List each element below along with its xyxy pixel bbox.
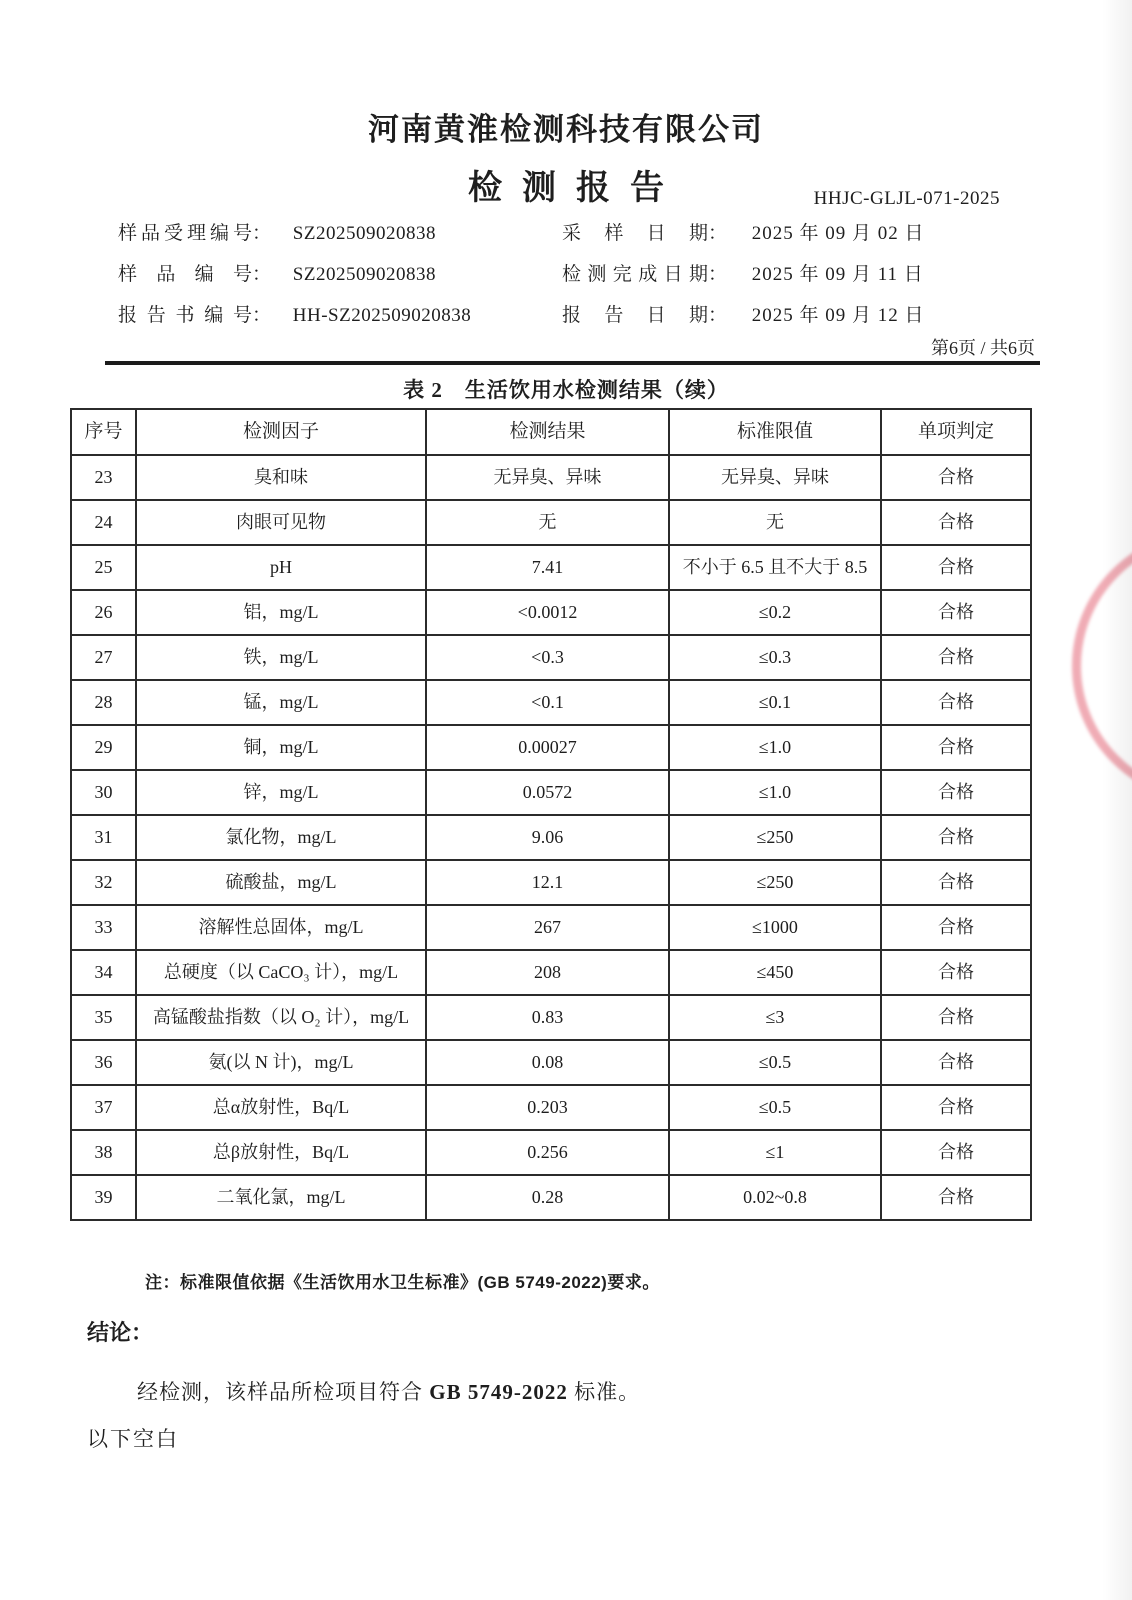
results-tbody — [71, 455, 1031, 1220]
table-row — [71, 1130, 1031, 1175]
cell-limit: ≤1.0 — [669, 725, 881, 770]
cell-verdict: 合格 — [881, 680, 1031, 725]
cell-seq: 37 — [71, 1085, 136, 1130]
column-header: 序号 — [71, 409, 136, 455]
meta-label: 样品受理编号 — [118, 223, 252, 244]
cell-limit: 无 — [669, 500, 881, 545]
cell-factor: 溶解性总固体，mg/L — [136, 905, 426, 950]
cell-verdict: 合格 — [881, 455, 1031, 500]
cell-result: <0.0012 — [426, 590, 669, 635]
cell-factor: 总β放射性，Bq/L — [136, 1130, 426, 1175]
cell-limit: 无异臭、异味 — [669, 455, 881, 500]
table-row — [71, 815, 1031, 860]
column-header: 检测因子 — [136, 409, 426, 455]
table-row — [71, 500, 1031, 545]
table-header-row — [71, 409, 1031, 455]
conclusion-standard: GB 5749-2022 — [429, 1380, 568, 1404]
meta-label: 样品编号 — [118, 264, 252, 285]
column-header: 单项判定 — [881, 409, 1031, 455]
table-row — [71, 725, 1031, 770]
meta-label: 报告日期 — [562, 305, 708, 326]
red-seal-edge-icon — [1072, 530, 1132, 802]
cell-result: 无异臭、异味 — [426, 455, 669, 500]
cell-verdict: 合格 — [881, 770, 1031, 815]
cell-factor: 臭和味 — [136, 455, 426, 500]
cell-result: 12.1 — [426, 860, 669, 905]
cell-limit: ≤3 — [669, 995, 881, 1040]
cell-limit: 不小于 6.5 且不大于 8.5 — [669, 545, 881, 590]
table-row — [71, 1040, 1031, 1085]
table-row — [71, 455, 1031, 500]
conclusion-label: 结论： — [87, 1320, 154, 1345]
meta-value: 2025 年 09 月 02 日 — [751, 223, 925, 244]
results-table — [70, 408, 1032, 1221]
cell-result: 0.203 — [426, 1085, 669, 1130]
table-row — [71, 590, 1031, 635]
meta-label: 采样日期 — [562, 223, 708, 244]
cell-result: 0.83 — [426, 995, 669, 1040]
meta-test-complete-date: 检测完成日期： 2025 年 09 月 11 日 — [562, 259, 924, 286]
cell-factor: 高锰酸盐指数（以 O₂ 计），mg/L — [136, 995, 426, 1040]
table-row — [71, 995, 1031, 1040]
table-title: 表 2 生活饮用水检测结果（续） — [403, 378, 729, 402]
cell-factor: 总硬度（以 CaCO₃ 计），mg/L — [136, 950, 426, 995]
cell-verdict: 合格 — [881, 905, 1031, 950]
cell-seq: 23 — [71, 455, 136, 500]
cell-limit: ≤0.2 — [669, 590, 881, 635]
cell-verdict: 合格 — [881, 1085, 1031, 1130]
cell-factor: 二氧化氯，mg/L — [136, 1175, 426, 1220]
cell-result: 0.256 — [426, 1130, 669, 1175]
meta-value: SZ202509020838 — [292, 264, 436, 285]
company-name: 河南黄淮检测科技有限公司 — [368, 112, 764, 147]
cell-limit: ≤0.3 — [669, 635, 881, 680]
cell-factor: 铝，mg/L — [136, 590, 426, 635]
conclusion-suffix: 标准。 — [567, 1380, 641, 1404]
cell-limit: ≤0.5 — [669, 1085, 881, 1130]
cell-factor: 氨(以 N 计)，mg/L — [136, 1040, 426, 1085]
cell-limit: ≤0.5 — [669, 1040, 881, 1085]
cell-factor: 总α放射性，Bq/L — [136, 1085, 426, 1130]
table-row — [71, 770, 1031, 815]
cell-verdict: 合格 — [881, 860, 1031, 905]
cell-result: 0.08 — [426, 1040, 669, 1085]
cell-verdict: 合格 — [881, 1175, 1031, 1220]
cell-factor: 氯化物，mg/L — [136, 815, 426, 860]
cell-verdict: 合格 — [881, 950, 1031, 995]
meta-value: SZ202509020838 — [292, 223, 436, 244]
cell-factor: 锰，mg/L — [136, 680, 426, 725]
table-row — [71, 680, 1031, 725]
cell-seq: 29 — [71, 725, 136, 770]
blank-below-label: 以下空白 — [87, 1427, 179, 1451]
cell-limit: ≤1.0 — [669, 770, 881, 815]
cell-result: 267 — [426, 905, 669, 950]
cell-result: <0.3 — [426, 635, 669, 680]
meta-report-no: 报告书编号： HH-SZ202509020838 — [118, 300, 471, 327]
cell-factor: 铜，mg/L — [136, 725, 426, 770]
table-row — [71, 545, 1031, 590]
cell-seq: 35 — [71, 995, 136, 1040]
column-header: 检测结果 — [426, 409, 669, 455]
cell-result: 9.06 — [426, 815, 669, 860]
meta-value: 2025 年 09 月 11 日 — [751, 264, 924, 285]
table-note: 注：标准限值依据《生活饮用水卫生标准》(GB 5749-2022)要求。 — [145, 1273, 660, 1292]
report-title: 检测报告 — [468, 170, 684, 207]
table-row — [71, 635, 1031, 680]
cell-seq: 31 — [71, 815, 136, 860]
cell-result: 无 — [426, 500, 669, 545]
report-code: HHJC-GLJL-071-2025 — [813, 188, 1000, 209]
meta-label: 报告书编号 — [118, 305, 252, 326]
cell-seq: 24 — [71, 500, 136, 545]
meta-value: HH-SZ202509020838 — [292, 305, 472, 326]
cell-factor: 锌，mg/L — [136, 770, 426, 815]
header-divider — [105, 361, 1040, 365]
cell-seq: 34 — [71, 950, 136, 995]
meta-value: 2025 年 09 月 12 日 — [751, 305, 925, 326]
cell-limit: ≤250 — [669, 815, 881, 860]
table-row — [71, 950, 1031, 995]
cell-seq: 38 — [71, 1130, 136, 1175]
table-row — [71, 1085, 1031, 1130]
cell-verdict: 合格 — [881, 545, 1031, 590]
meta-report-date: 报告日期： 2025 年 09 月 12 日 — [562, 300, 925, 327]
cell-result: 208 — [426, 950, 669, 995]
table-row — [71, 860, 1031, 905]
cell-verdict: 合格 — [881, 635, 1031, 680]
cell-result: <0.1 — [426, 680, 669, 725]
cell-verdict: 合格 — [881, 590, 1031, 635]
meta-sample-no: 样品编号： SZ202509020838 — [118, 259, 436, 286]
cell-result: 0.00027 — [426, 725, 669, 770]
cell-factor: 硫酸盐，mg/L — [136, 860, 426, 905]
cell-result: 0.28 — [426, 1175, 669, 1220]
cell-verdict: 合格 — [881, 815, 1031, 860]
cell-factor: 铁，mg/L — [136, 635, 426, 680]
cell-seq: 26 — [71, 590, 136, 635]
table-row — [71, 1175, 1031, 1220]
cell-seq: 33 — [71, 905, 136, 950]
cell-seq: 28 — [71, 680, 136, 725]
cell-result: 0.0572 — [426, 770, 669, 815]
page-indicator: 第6页 / 共6页 — [930, 338, 1035, 358]
meta-sampling-date: 采样日期： 2025 年 09 月 02 日 — [562, 218, 925, 245]
cell-verdict: 合格 — [881, 995, 1031, 1040]
cell-seq: 25 — [71, 545, 136, 590]
cell-verdict: 合格 — [881, 1130, 1031, 1175]
cell-limit: ≤450 — [669, 950, 881, 995]
conclusion-text — [137, 1376, 640, 1406]
cell-seq: 36 — [71, 1040, 136, 1085]
conclusion-prefix: 经检测，该样品所检项目符合 — [137, 1380, 430, 1404]
cell-seq: 39 — [71, 1175, 136, 1220]
cell-verdict: 合格 — [881, 1040, 1031, 1085]
table-row — [71, 905, 1031, 950]
cell-seq: 27 — [71, 635, 136, 680]
cell-limit: ≤1 — [669, 1130, 881, 1175]
meta-label: 检测完成日期 — [562, 264, 708, 285]
cell-limit: 0.02~0.8 — [669, 1175, 881, 1220]
cell-result: 7.41 — [426, 545, 669, 590]
cell-limit: ≤1000 — [669, 905, 881, 950]
cell-factor: 肉眼可见物 — [136, 500, 426, 545]
column-header: 标准限值 — [669, 409, 881, 455]
cell-seq: 30 — [71, 770, 136, 815]
cell-verdict: 合格 — [881, 500, 1031, 545]
meta-sample-accept-no: 样品受理编号： SZ202509020838 — [118, 218, 436, 245]
cell-limit: ≤250 — [669, 860, 881, 905]
cell-limit: ≤0.1 — [669, 680, 881, 725]
cell-factor: pH — [136, 545, 426, 590]
cell-verdict: 合格 — [881, 725, 1031, 770]
cell-seq: 32 — [71, 860, 136, 905]
